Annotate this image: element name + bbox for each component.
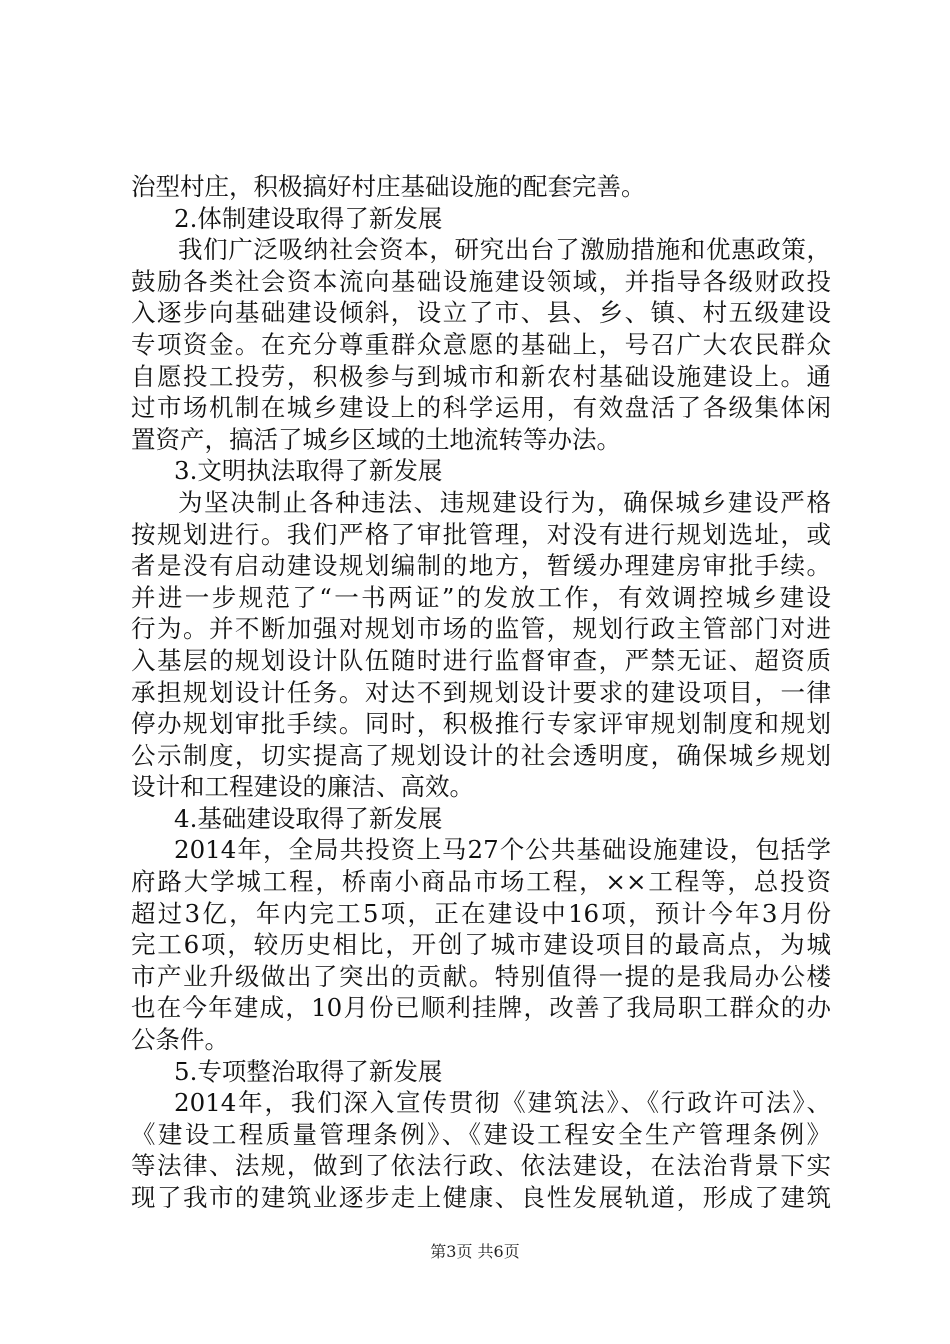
text-line: 等法律、法规，做到了依法行政、依法建设，在法治背景下实 [131,1151,831,1181]
text-line: 《建设工程质量管理条例》、《建设工程安全生产管理条例》 [131,1119,831,1149]
text-line: 我们广泛吸纳社会资本，研究出台了激励措施和优惠政策， [178,235,831,265]
text-line: 承担规划设计任务。对达不到规划设计要求的建设项目，一律 [131,677,831,707]
text-line: 置资产，搞活了城乡区域的土地流转等办法。 [131,424,621,454]
text-line: 2.体制建设取得了新发展 [174,203,443,233]
text-line: 过市场机制在城乡建设上的科学运用，有效盘活了各级集体闲 [131,393,831,423]
text-line: 公示制度，切实提高了规划设计的社会透明度，确保城乡规划 [131,740,831,770]
text-line: 完工6项，较历史相比，开创了城市建设项目的最高点，为城 [131,930,831,960]
text-line: 按规划进行。我们严格了审批管理，对没有进行规划选址，或 [131,519,831,549]
text-line: 者是没有启动建设规划编制的地方，暂缓办理建房审批手续。 [131,551,831,581]
document-body [131,171,831,1214]
text-line: 治型村庄，积极搞好村庄基础设施的配套完善。 [131,172,646,201]
text-line: 行为。并不断加强对规划市场的监管，规划行政主管部门对进 [131,614,831,644]
text-line: 超过3亿，年内完工5项，正在建设中16项，预计今年3月份 [131,898,831,928]
text-line: 专项资金。在充分尊重群众意愿的基础上，号召广大农民群众 [131,329,831,359]
text-line: 2014年，我们深入宣传贯彻《建筑法》、《行政许可法》、 [174,1088,831,1118]
text-line: 自愿投工投劳，积极参与到城市和新农村基础设施建设上。通 [131,361,831,391]
text-line: 为坚决制止各种违法、违规建设行为，确保城乡建设严格 [178,487,831,517]
text-line: 府路大学城工程，桥南小商品市场工程，××工程等，总投资 [131,867,831,897]
text-line: 5.专项整治取得了新发展 [174,1056,443,1086]
text-line: 并进一步规范了“一书两证”的发放工作，有效调控城乡建设 [131,582,831,612]
page-footer: 第3页 共6页 [430,1242,520,1261]
text-line: 4.基础建设取得了新发展 [174,803,443,833]
text-line: 2014年，全局共投资上马27个公共基础设施建设，包括学 [174,835,831,865]
text-line: 设计和工程建设的廉洁、高效。 [131,772,474,802]
text-line: 3.文明执法取得了新发展 [174,456,443,486]
text-line: 也在今年建成，10月份已顺利挂牌，改善了我局职工群众的办 [131,993,831,1023]
text-line: 公条件。 [131,1025,229,1055]
text-line: 入基层的规划设计队伍随时进行监督审查，严禁无证、超资质 [131,645,831,675]
text-line: 入逐步向基础建设倾斜，设立了市、县、乡、镇、村五级建设 [131,298,831,328]
text-line: 现了我市的建筑业逐步走上健康、良性发展轨道，形成了建筑 [131,1183,831,1212]
text-line: 鼓励各类社会资本流向基础设施建设领域，并指导各级财政投 [131,266,831,296]
text-line: 停办规划审批手续。同时，积极推行专家评审规划制度和规划 [131,709,831,739]
text-line: 市产业升级做出了突出的贡献。特别值得一提的是我局办公楼 [131,961,831,991]
